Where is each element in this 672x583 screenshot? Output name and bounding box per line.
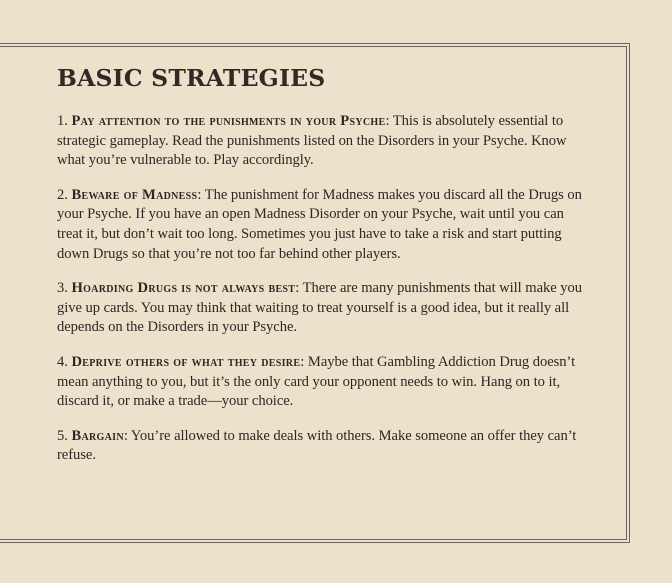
strategy-body: : This is absolutely essential to strategic gameplay. Read the punishments listed on the Disorders in your Psyche. Know what you’re vulnerable to. Play accordingly. — [57, 113, 567, 169]
strategy-number: 1. — [57, 113, 72, 129]
strategy-number: 2. — [57, 186, 72, 203]
strategy-item — [57, 279, 589, 338]
strategy-body: : Maybe that Gambling Addiction Drug doesn’t mean anything to you, but it’s the only card your opponent needs to win. Hang on to it, discard it, or make a trade—your choice. — [57, 353, 576, 410]
strategy-number: 5. — [57, 427, 72, 444]
strategy-box-content — [57, 62, 589, 481]
page-title: BASIC STRATEGIES — [57, 64, 326, 92]
strategy-number: 4. — [57, 353, 72, 370]
strategy-item — [57, 353, 589, 412]
strategy-body: : You’re allowed to make deals with others. Make someone an offer they can’t refuse. — [57, 427, 577, 464]
strategy-body: : The punishment for Madness makes you discard all the Drugs on your Psyche. If you have an open Madness Disorder on your Psyche, wait until you can treat it, but don’t wait too long. Sometimes you just have to take a risk and start putting down Drugs so that you’re not too far behind other players. — [57, 186, 582, 262]
strategy-item — [57, 112, 589, 171]
strategy-item — [57, 427, 589, 466]
strategy-heading: Bargain — [71, 427, 124, 444]
strategy-heading: Hoarding Drugs is not always best — [71, 280, 296, 297]
strategy-body: : There are many punishments that will make you give up cards. You may think that waiting to treat yourself is a good idea, but it really all depends on the Disorders in your Psyche. — [57, 280, 583, 336]
strategy-heading: Pay attention to the punishments in your Psyche — [71, 113, 386, 129]
strategy-item — [57, 186, 589, 264]
strategy-number: 3. — [57, 280, 72, 297]
strategy-heading: Deprive others of what they desire — [71, 353, 301, 370]
strategy-heading: Beware of Madness — [71, 186, 198, 203]
